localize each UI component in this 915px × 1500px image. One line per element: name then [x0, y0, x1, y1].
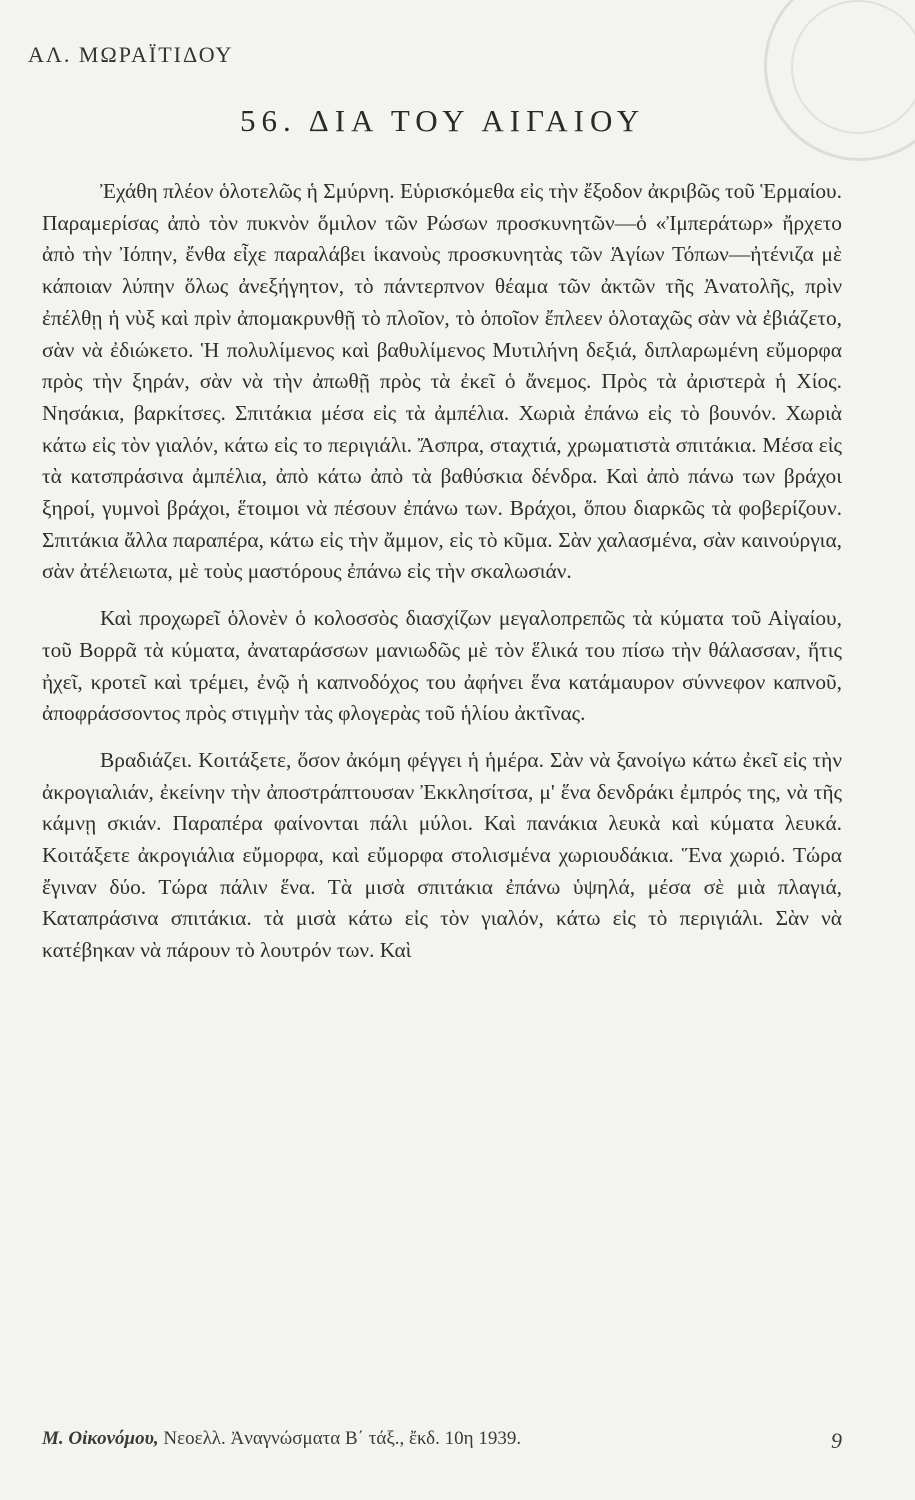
footnote-author: Μ. Οἰκονόμου, [42, 1428, 159, 1449]
chapter-title: 56. ΔΙΑ ΤΟΥ ΑΙΓΑΙΟΥ [240, 103, 646, 138]
page-number: 9 [831, 1428, 842, 1453]
body-text [42, 176, 842, 967]
paragraph-3: Βραδιάζει. Κοιτάξετε, ὅσον ἀκόμη φέγγει ἡ ἡμέρα. Σὰν νὰ ξανοίγω κάτω ἐκεῖ εἰς τὴν ἀκρογιαλιάν, ἐκείνην τὴν ἀποστράπτουσαν Ἐκκλησίτσα, μ' ἕνα δενδράκι ἐμπρός της, νὰ τῆς κάμνῃ σκιάν. Παραπέρα φαίνονται πάλι μύλοι. Καὶ πανάκια λευκὰ καὶ κύματα λευκά. Κοιτάξετε ἀκρογιάλια εὔμορφα, καὶ εὔμορφα στολισμένα χωριουδάκια. Ἕνα χωριό. Τώρα ἔγιναν δύο. Τώρα πάλιν ἕνα. Τὰ μισὰ σπιτάκια ἐπάνω ὑψηλά, μέσα σὲ μιὰ πλαγιά, Καταπράσινα σπιτάκια. τὰ μισὰ κάτω εἰς τὸν γιαλόν, κάτω εἰς τὸ περιγιάλι. Σὰν νὰ κατέβηκαν νὰ πάρουν τὸ λουτρόν των. Καὶ [42, 747, 842, 963]
source-footnote [42, 1428, 842, 1453]
footnote-source: Νεοελλ. Ἀναγνώσματα Β΄ τάξ., ἔκδ. 10η 1939. [158, 1428, 522, 1449]
library-stamp-inner-ring [791, 0, 915, 134]
paragraph-1: Ἐχάθη πλέον ὁλοτελῶς ἡ Σμύρνη. Εὑρισκόμεθα εἰς τὴν ἔξοδον ἀκριβῶς τοῦ Ἑρμαίου. Παραμερίσας ἀπὸ τὸν πυκνὸν ὅμιλον τῶν Ρώσων προσκυνητῶν—ὁ «Ἰμπεράτωρ» ἤρχετο ἀπὸ τὴν Ἰόπην, ἔνθα εἶχε παραλάβει ἱκανοὺς προσκυνητὰς τῶν Ἁγίων Τόπων—ἠτένιζα μὲ κάποιαν λύπην ὅλως ἀνεξήγητον, τὸ πάντερπνον θέαμα τῶν ἀκτῶν τῆς Ἀνατολῆς, πρὶν ἐπέλθῃ ἡ νὺξ καὶ πρὶν ἀπομακρυνθῇ τὸ πλοῖον, τὸ ὁποῖον ἔπλεεν ὁλοταχῶς σὰν νὰ ἐβιάζετο, σὰν νὰ ἐδιώκετο. Ἡ πολυλίμενος καὶ βαθυλίμενος Μυτιλήνη δεξιά, διπλαρωμένη εὔμορφα πρὸς τὴν ξηράν, σὰν νὰ τὴν ἀπωθῇ πρὸς τὰ ἐκεῖ ὁ ἄνεμος. Πρὸς τὰ ἀριστερὰ ἡ Χίος. Νησάκια, βαρκίτσες. Σπιτάκια μέσα εἰς τὰ ἀμπέλια. Χωριὰ ἐπάνω εἰς τὸ βουνόν. Χωριὰ κάτω εἰς τὸν γιαλόν, κάτω εἰς το περιγιάλι. Ἄσπρα, σταχτιά, χρωματιστὰ σπιτάκια. Μέσα εἰς τὰ κατσπράσινα ἀμπέλια, ἀπὸ κάτω ἀπὸ τὰ βαθύσκια δένδρα. Καὶ ἀπὸ πάνω των βράχοι ξηροί, γυμνοὶ βράχοι, ἕτοιμοι νὰ πέσουν ἐπάνω των. Βράχοι, ὅπου διαρκῶς τὰ φοβερίζουν. Σπιτάκια ἄλλα παραπέρα, κάτω εἰς τὴν ἄμμον, εἰς τὸ κῦμα. Σὰν χαλασμένα, σὰν καινούργια, σὰν ἀτέλειωτα, μὲ τοὺς μαστόρους ἐπάνω εἰς τὴν σκαλωσιάν. [42, 179, 842, 584]
paragraph-2: Καὶ προχωρεῖ ὁλονὲν ὁ κολοσσὸς διασχίζων μεγαλοπρεπῶς τὰ κύματα τοῦ Αἰγαίου, τοῦ Βορρᾶ τὰ κύματα, ἀναταράσσων μανιωδῶς μὲ τὸν ἕλικά του πίσω τὴν θάλασσαν, ἥτις ἠχεῖ, κροτεῖ καὶ τρέμει, ἐνῷ ἡ καπνοδόχος του ἀφήνει ἕνα κατάμαυρον σύννεφον καπνοῦ, ἀποφράσσοντος πρὸς στιγμὴν τὰς φλογερὰς τοῦ ἡλίου ἀκτῖνας. [42, 606, 842, 726]
running-header: ΑΛ. ΜΩΡΑΪΤΙΔΟΥ [28, 42, 234, 67]
